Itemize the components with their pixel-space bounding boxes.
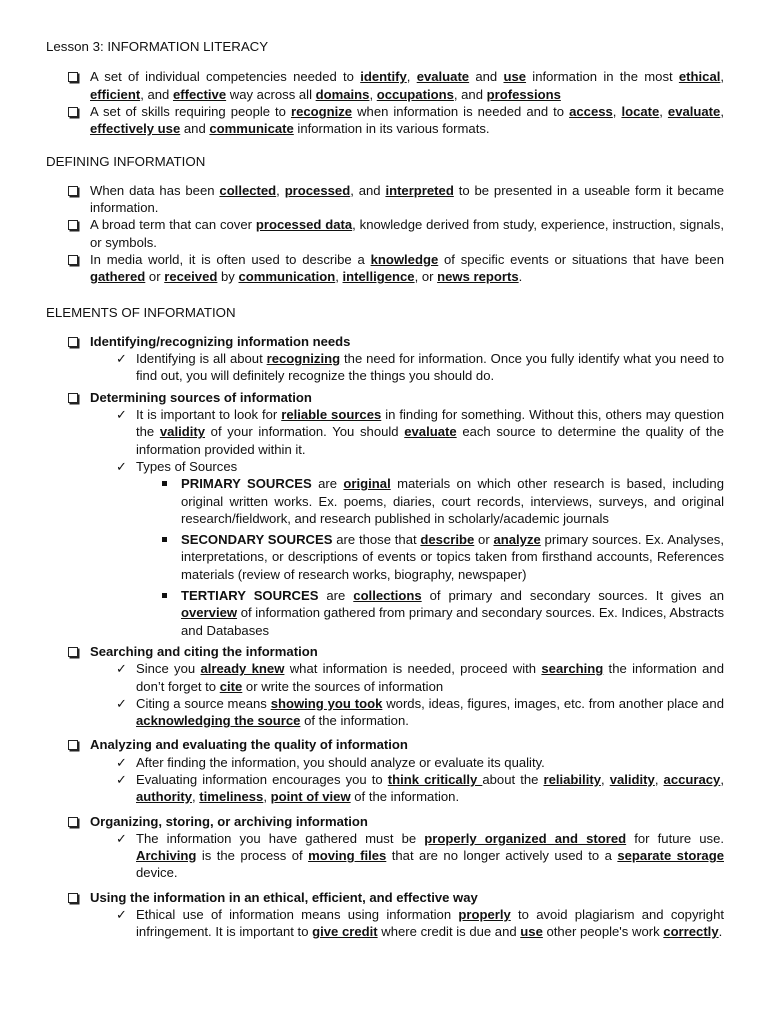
square-bullet-icon <box>158 587 181 639</box>
element-title: Organizing, storing, or archiving information <box>90 813 368 829</box>
check-text: Types of Sources <box>136 458 238 474</box>
element-title: Searching and citing the information <box>90 643 318 659</box>
element-section <box>46 813 724 830</box>
check-text: Identifying is all about recognizing the need for information. Once you fully identify what you need to find out, you will definitely recognize the things you should do. <box>136 351 724 384</box>
check-text: Citing a source means showing you took words, ideas, figures, images, etc. from another place and acknowledging the source of the information. <box>136 695 724 729</box>
item-text: A set of individual competencies needed to identify, evaluate and use information in the most ethical, efficient, and effective way across all domains, occupations, and professions <box>90 69 725 102</box>
item-text: A broad term that can cover processed data, knowledge derived from study, experience, instruction, signals, or symbols. <box>90 217 724 250</box>
section-heading-elements: ELEMENTS OF INFORMATION <box>46 304 236 320</box>
square-bullet-icon <box>158 531 181 583</box>
bullet-item <box>46 587 724 639</box>
item-text: When data has been collected, processed, and interpreted to be presented in a useable form it became information. <box>90 182 725 216</box>
element-title: Identifying/recognizing information needs <box>90 333 351 349</box>
check-item <box>46 660 724 695</box>
check-item <box>46 830 724 882</box>
checkmark-icon: ✓ <box>116 754 127 770</box>
bullet-item <box>46 531 724 583</box>
element-section <box>46 736 724 753</box>
checkmark-icon: ✓ <box>116 661 127 677</box>
checkbox-square-icon <box>46 251 68 286</box>
checkbox-square-icon <box>46 736 68 753</box>
check-item <box>46 695 724 730</box>
element-title: Using the information in an ethical, efficient, and effective way <box>90 889 478 905</box>
check-text: Ethical use of information means using information properly to avoid plagiarism and copyright infringement. It is important to give credit where credit is due and use other people's work correctly. <box>136 907 724 940</box>
list-item <box>46 182 724 217</box>
checkbox-square-icon <box>46 889 68 906</box>
checkbox-square-icon <box>46 813 68 830</box>
checkbox-square-icon <box>46 182 68 217</box>
list-item <box>46 251 724 286</box>
lesson-title: Lesson 3: INFORMATION LITERACY <box>46 39 269 54</box>
checkmark-icon: ✓ <box>116 830 127 846</box>
bullet-text: PRIMARY SOURCES are original materials on which other research is based, including original written works. Ex. poems, diaries, court records, interviews, surveys, and original research/fieldwork, and research published in scholarly/academic journals <box>181 476 724 526</box>
item-text: A set of skills requiring people to recognize when information is needed and to access, locate, evaluate, effectively use and communicate information in its various formats. <box>90 103 724 137</box>
element-title: Determining sources of information <box>90 389 312 405</box>
checkmark-icon: ✓ <box>116 771 127 787</box>
element-section <box>46 889 724 906</box>
check-item <box>46 906 724 941</box>
check-text: Evaluating information encourages you to think critically about the reliability, validity, accuracy, authority, timeliness, point of view of the information. <box>136 771 724 805</box>
list-item <box>46 68 724 103</box>
checkmark-icon: ✓ <box>116 407 127 423</box>
check-text: Since you already knew what information is needed, proceed with searching the information and don’t forget to cite or write the sources of information <box>136 661 724 694</box>
check-text: It is important to look for reliable sources in finding for something. Without this, others may question the validity of your information. You should evaluate each source to determine the quality of the information provided within it. <box>136 407 724 457</box>
check-item <box>46 350 724 385</box>
checkmark-icon: ✓ <box>116 695 127 711</box>
bullet-text: SECONDARY SOURCES are those that describe or analyze primary sources. Ex. Analyses, interpretations, or descriptions of events or topics taken from firsthand accounts, References materials (review of research works, biography, newspaper) <box>181 532 724 582</box>
item-text: In media world, it is often used to describe a knowledge of specific events or situations that have been gathered or received by communication, intelligence, or news reports. <box>90 251 724 285</box>
list-item <box>46 103 724 138</box>
element-section <box>46 333 724 350</box>
checkbox-square-icon <box>46 333 68 350</box>
square-bullet-icon <box>158 475 181 527</box>
bullet-text: TERTIARY SOURCES are collections of primary and secondary sources. It gives an overview of information gathered from primary and secondary sources. Ex. Indices, Abstracts and Databases <box>181 588 724 638</box>
element-title: Analyzing and evaluating the quality of information <box>90 737 408 753</box>
checkbox-square-icon <box>46 643 68 660</box>
element-section <box>46 389 724 406</box>
check-text: After finding the information, you should analyze or evaluate its quality. <box>136 754 545 770</box>
checkbox-square-icon <box>46 389 68 406</box>
checkmark-icon: ✓ <box>116 351 127 367</box>
checkbox-square-icon <box>46 68 68 103</box>
bullet-item <box>46 475 724 527</box>
check-item <box>46 458 724 475</box>
check-item <box>46 406 724 458</box>
checkmark-icon: ✓ <box>116 907 127 923</box>
check-item <box>46 771 724 806</box>
checkbox-square-icon <box>46 103 68 138</box>
checkmark-icon: ✓ <box>116 458 127 474</box>
list-item <box>46 216 724 251</box>
checkbox-square-icon <box>46 216 68 251</box>
element-section <box>46 643 724 660</box>
check-text: The information you have gathered must be properly organized and stored for future use. Archiving is the process of moving files that are no longer actively used to a separate storage device. <box>136 830 724 881</box>
section-heading-defining: DEFINING INFORMATION <box>46 154 206 170</box>
check-item <box>46 754 724 771</box>
